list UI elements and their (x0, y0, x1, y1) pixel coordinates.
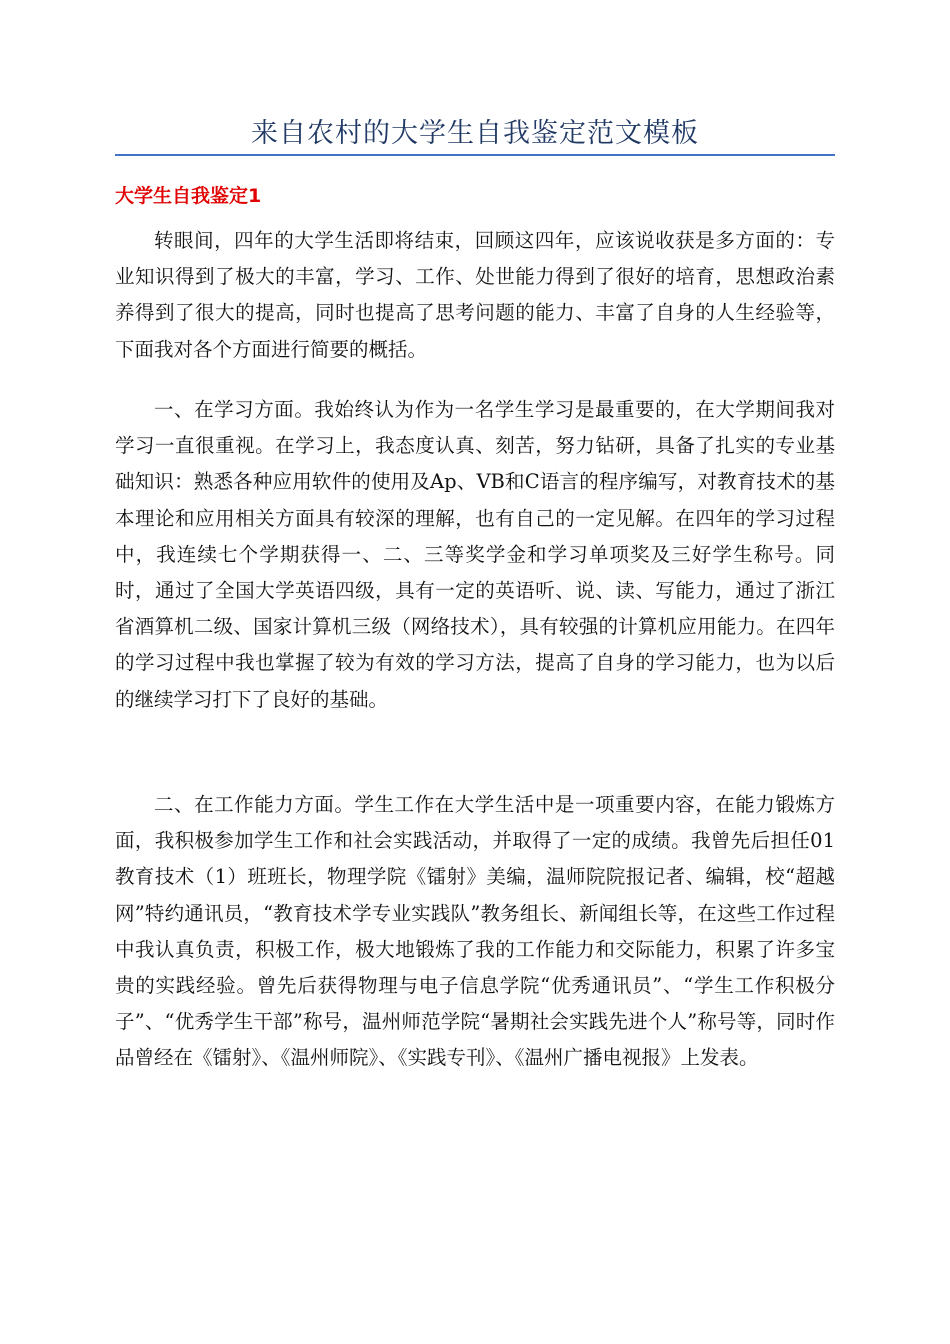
paragraph-work: 二、在工作能力方面。学生工作在大学生活中是一项重要内容，在能力锻炼方面，我积极参加学生工作和社会实践活动，并取得了一定的成绩。我曾先后担任01教育技术（1）班班长，物理学院《镭射》美编，温师院院报记者、编辑，校“超越网”特约通讯员，“教育技术学专业实践队”教务组长、新闻组长等，在这些工作过程中我认真负责，积极工作，极大地锻炼了我的工作能力和交际能力，积累了许多宝贵的实践经验。曾先后获得物理与电子信息学院“优秀通讯员”、“学生工作积极分子”、“优秀学生干部”称号，温州师范学院“暑期社会实践先进个人”称号等，同时作品曾经在《镭射》、《温州师院》、《实践专刊》、《温州广播电视报》上发表。 (115, 793, 835, 1070)
paragraph-intro: 转眼间，四年的大学生活即将结束，回顾这四年，应该说收获是多方面的：专业知识得到了极大的丰富，学习、工作、处世能力得到了很好的培育，思想政治素养得到了很大的提高，同时也提高了思考问题的能力、丰富了自身的人生经验等，下面我对各个方面进行简要的概括。 (115, 229, 835, 361)
paragraph-study: 一、在学习方面。我始终认为作为一名学生学习是最重要的，在大学期间我对学习一直很重视。在学习上，我态度认真、刻苦，努力钻研，具备了扎实的专业基础知识：熟悉各种应用软件的使用及Ap、VB和C语言的程序编写，对教育技术的基本理论和应用相关方面具有较深的理解，也有自己的一定见解。在四年的学习过程中，我连续七个学期获得一、二、三等奖学金和学习单项奖及三好学生称号。同时，通过了全国大学英语四级，具有一定的英语听、说、读、写能力，通过了浙江省酒算机二级、国家计算机三级（网络技术），具有较强的计算机应用能力。在四年的学习过程中我也掌握了较为有效的学习方法，提高了自身的学习能力，也为以后的继续学习打下了良好的基础。 (115, 398, 835, 711)
document-title: 来自农村的大学生自我鉴定范文模板 (251, 118, 699, 149)
title-divider (115, 154, 835, 156)
section-heading: 大学生自我鉴定1 (115, 185, 262, 207)
